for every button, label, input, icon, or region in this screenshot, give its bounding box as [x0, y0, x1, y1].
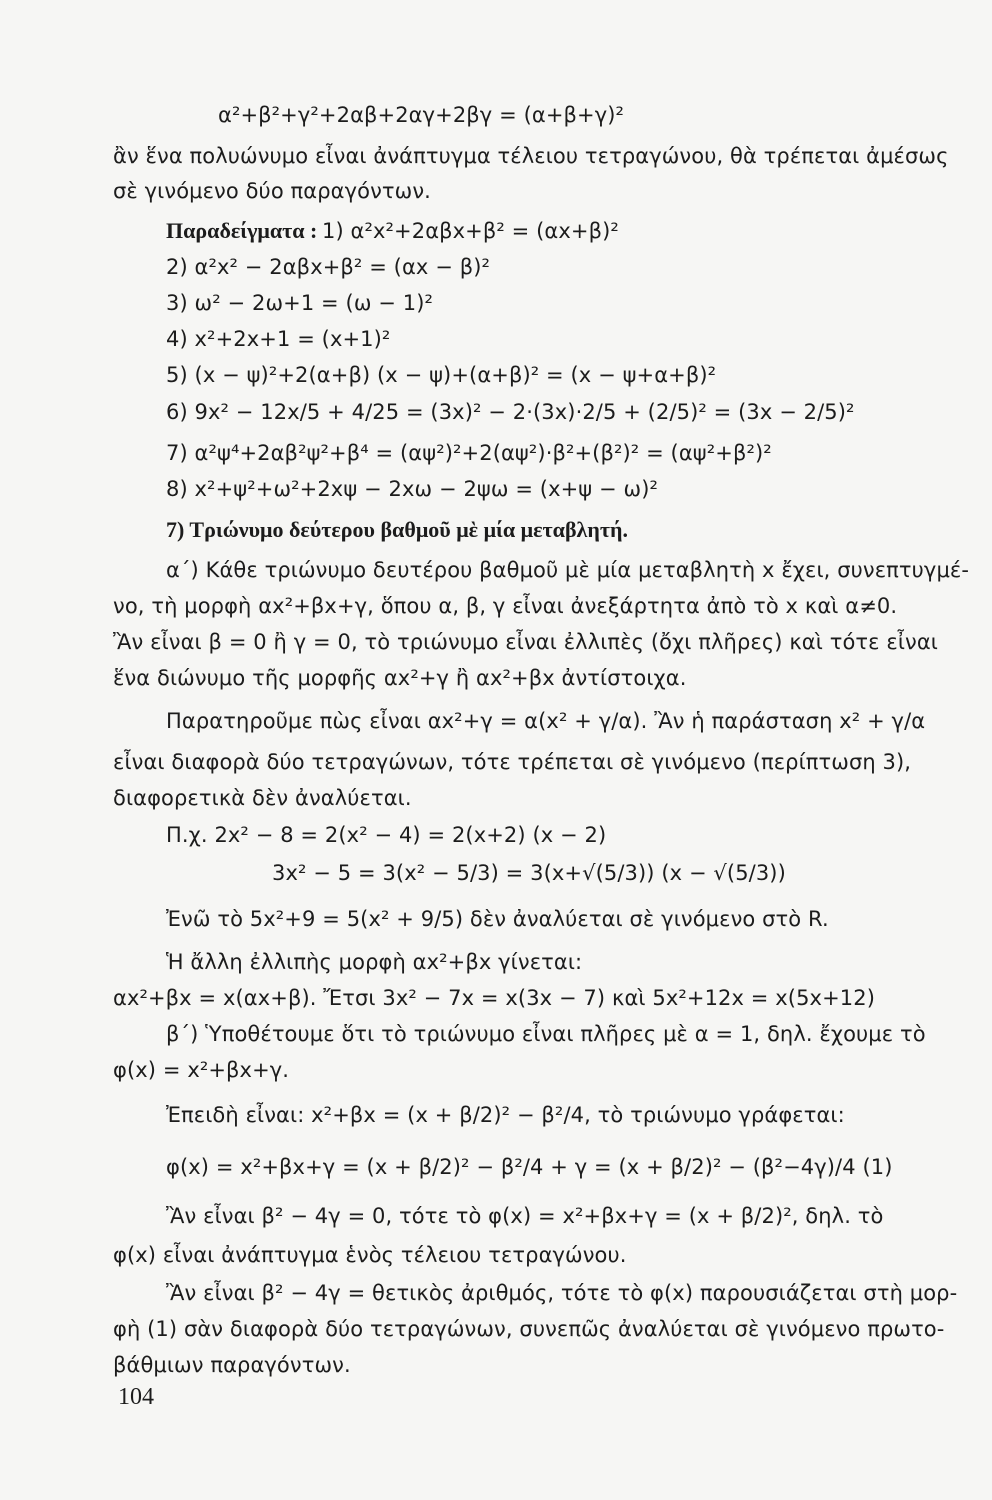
text-line: Ἂν εἶναι β² − 4γ = θετικὸς ἀριθμός, τότε τὸ φ(x) παρουσιάζεται στὴ μορ- — [166, 1281, 958, 1305]
formula-line: φ(x) = x²+βx+γ = (x + β/2)² − β²/4 + γ = (x + β/2)² − (β²−4γ)/4 (1) — [166, 1155, 893, 1179]
page-number: 104 — [118, 1384, 154, 1410]
text-line: ἕνα διώνυμο τῆς μορφῆς αx²+γ ἢ αx²+βx ἀντίστοιχα. — [113, 666, 687, 690]
example-3: 3) ω² − 2ω+1 = (ω − 1)² — [166, 291, 434, 315]
text-line: Παρατηροῦμε πὼς εἶναι αx²+γ = α(x² + γ/α). Ἂν ἡ παράσταση x² + γ/α — [166, 709, 926, 733]
example-5: 5) (x − ψ)²+2(α+β) (x − ψ)+(α+β)² = (x − ψ+α+β)² — [166, 363, 717, 387]
example-4: 4) x²+2x+1 = (x+1)² — [166, 327, 391, 351]
section-title: 7) Τριώνυμο δεύτερου βαθμοῦ μὲ μία μεταβλητή. — [166, 517, 628, 542]
text-line: Ἂν εἶναι β = 0 ἢ γ = 0, τὸ τριώνυμο εἶναι ἐλλιπὲς (ὄχι πλῆρες) καὶ τότε εἶναι — [113, 630, 939, 654]
text-line: σὲ γινόμενο δύο παραγόντων. — [113, 179, 431, 203]
text-line: α²+β²+γ²+2αβ+2αγ+2βγ = (α+β+γ)² — [218, 103, 625, 127]
text-line: βάθμιων παραγόντων. — [113, 1353, 351, 1377]
text-line: Ἐνῶ τὸ 5x²+9 = 5(x² + 9/5) δὲν ἀναλύεται σὲ γινόμενο στὸ R. — [166, 907, 829, 931]
text-line: β΄) Ὑποθέτουμε ὅτι τὸ τριώνυμο εἶναι πλῆρες μὲ α = 1, δηλ. ἔχουμε τὸ — [166, 1022, 926, 1046]
text-line: φ(x) εἶναι ἀνάπτυγμα ἑνὸς τέλειου τετραγώνου. — [113, 1243, 627, 1267]
formula-line: Π.χ. 2x² − 8 = 2(x² − 4) = 2(x+2) (x − 2) — [166, 823, 607, 847]
text-line: Ἂν εἶναι β² − 4γ = 0, τότε τὸ φ(x) = x²+βx+γ = (x + β/2)², δηλ. τὸ — [166, 1204, 884, 1228]
formula-line: 3x² − 5 = 3(x² − 5/3) = 3(x+√(5/3)) (x − √(5/3)) — [272, 861, 786, 885]
text-line: διαφορετικὰ δὲν ἀναλύεται. — [113, 786, 412, 810]
text-line: Ἐπειδὴ εἶναι: x²+βx = (x + β/2)² − β²/4, τὸ τριώνυμο γράφεται: — [166, 1103, 845, 1127]
text-line: ἂν ἕνα πολυώνυμο εἶναι ἀνάπτυγμα τέλειου τετραγώνου, θὰ τρέπεται ἀμέσως — [113, 144, 949, 168]
text-line: αx²+βx = x(αx+β). Ἔτσι 3x² − 7x = x(3x − 7) καὶ 5x²+12x = x(5x+12) — [113, 986, 875, 1010]
example-8: 8) x²+ψ²+ω²+2xψ − 2xω − 2ψω = (x+ψ − ω)² — [166, 477, 659, 501]
example-2: 2) α²x² − 2αβx+β² = (αx − β)² — [166, 255, 491, 279]
example-1: 1) α²x²+2αβx+β² = (αx+β)² — [322, 219, 619, 243]
text-line: α΄) Κάθε τριώνυμο δευτέρου βαθμοῦ μὲ μία μεταβλητὴ x ἔχει, συνεπτυγμέ- — [166, 558, 970, 582]
text-line: Ἡ ἄλλη ἐλλιπὴς μορφὴ αx²+βx γίνεται: — [166, 950, 583, 974]
text-line: εἶναι διαφορὰ δύο τετραγώνων, τότε τρέπεται σὲ γινόμενο (περίπτωση 3), — [113, 750, 912, 774]
examples-label: Παραδείγματα : — [166, 218, 318, 243]
example-6: 6) 9x² − 12x/5 + 4/25 = (3x)² − 2·(3x)·2/5 + (2/5)² = (3x − 2/5)² — [166, 400, 855, 424]
text-line: φ(x) = x²+βx+γ. — [113, 1058, 290, 1082]
example-7: 7) α²ψ⁴+2αβ²ψ²+β⁴ = (αψ²)²+2(αψ²)·β²+(β²)² = (αψ²+β²)² — [166, 441, 772, 465]
text-line: φὴ (1) σὰν διαφορὰ δύο τετραγώνων, συνεπῶς ἀναλύεται σὲ γινόμενο πρωτο- — [113, 1317, 945, 1341]
text-line: νο, τὴ μορφὴ αx²+βx+γ, ὅπου α, β, γ εἶναι ἀνεξάρτητα ἀπὸ τὸ x καὶ α≠0. — [113, 594, 898, 618]
